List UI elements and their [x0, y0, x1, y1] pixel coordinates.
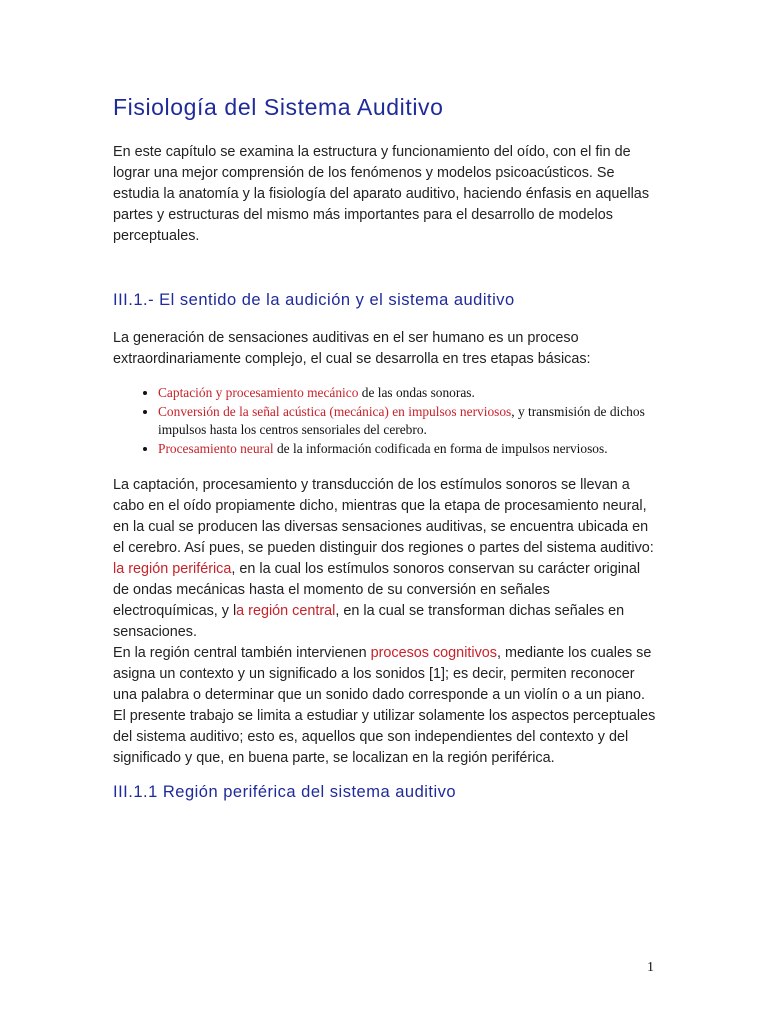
- paragraph-text: , mediante los cuales se asigna un contexto y un significado a los sonidos [1]; es decir, permiten reconocer una palabra o determinar que un sonido dado corresponde a un violín o a un piano.: [113, 645, 652, 703]
- list-item-highlight: Conversión de la señal acústica (mecánica) en impulsos nerviosos: [158, 404, 512, 419]
- paragraph-text: La captación, procesamiento y transducción de los estímulos sonoros se llevan a cabo en el oído propiamente dicho, mientras que la etapa de procesamiento neural, en la cual se producen las diversas sensaciones auditivas, se encuentra ubicada en el cerebro. Así pues, se pueden distinguir dos regiones o partes del sistema auditivo:: [113, 477, 654, 556]
- list-item-text: , y transmisión de dichos impulsos hasta los centros sensoriales del cerebro.: [158, 404, 645, 437]
- list-item-text: de la información codificada en forma de impulsos nerviosos.: [273, 440, 608, 456]
- paragraph-text: , en la cual se transforman dichas señales en sensaciones.: [113, 603, 625, 640]
- page-number: 1: [647, 960, 654, 975]
- section-lead-paragraph: La generación de sensaciones auditivas en el ser humano es un proceso extraordinariamente complejo, el cual se desarrolla en tres etapas básicas:: [113, 330, 591, 367]
- peripheral-region-highlight: la región periférica: [113, 561, 232, 577]
- regions-paragraph: [113, 475, 658, 643]
- intro-paragraph: En este capítulo se examina la estructura y funcionamiento del oído, con el fin de lograr una mejor comprensión de los fenómenos y modelos psicoacústicos. Se estudia la anatomía y la fisiología del aparato auditivo, haciendo énfasis en aquellas partes y estructuras del mismo más importantes para el desarrollo de modelos perceptuales.: [113, 144, 650, 244]
- section-heading-1: III.1.- El sentido de la audición y el sistema auditivo: [113, 291, 515, 309]
- list-item: [158, 440, 658, 458]
- list-item-highlight: Procesamiento neural: [158, 440, 274, 456]
- list-item-highlight: Captación y procesamiento mecánico: [158, 385, 359, 400]
- list-item: [158, 384, 658, 402]
- section-heading-2: III.1.1 Región periférica del sistema auditivo: [113, 783, 457, 801]
- list-item-text: de las ondas sonoras.: [358, 385, 475, 400]
- cognitive-paragraph: [113, 643, 658, 706]
- page-content: [113, 92, 658, 803]
- scope-paragraph: El presente trabajo se limita a estudiar y utilizar solamente los aspectos perceptuales del sistema auditivo; esto es, aquellos que son independientes del contexto y del significado y que, en buena parte, se localizan en la región periférica.: [113, 708, 656, 766]
- paragraph-text: En la región central también intervienen: [113, 645, 371, 661]
- cognitive-processes-highlight: procesos cognitivos: [370, 645, 497, 661]
- central-region-highlight: a región central: [236, 603, 336, 619]
- list-item: [158, 403, 658, 438]
- document-title: Fisiología del Sistema Auditivo: [113, 94, 444, 120]
- stages-list: [113, 384, 658, 457]
- paragraph-text: , en la cual los estímulos sonoros conservan su carácter original de ondas mecánicas hasta el momento de su conversión en señales electroquímicas, y l: [113, 561, 641, 619]
